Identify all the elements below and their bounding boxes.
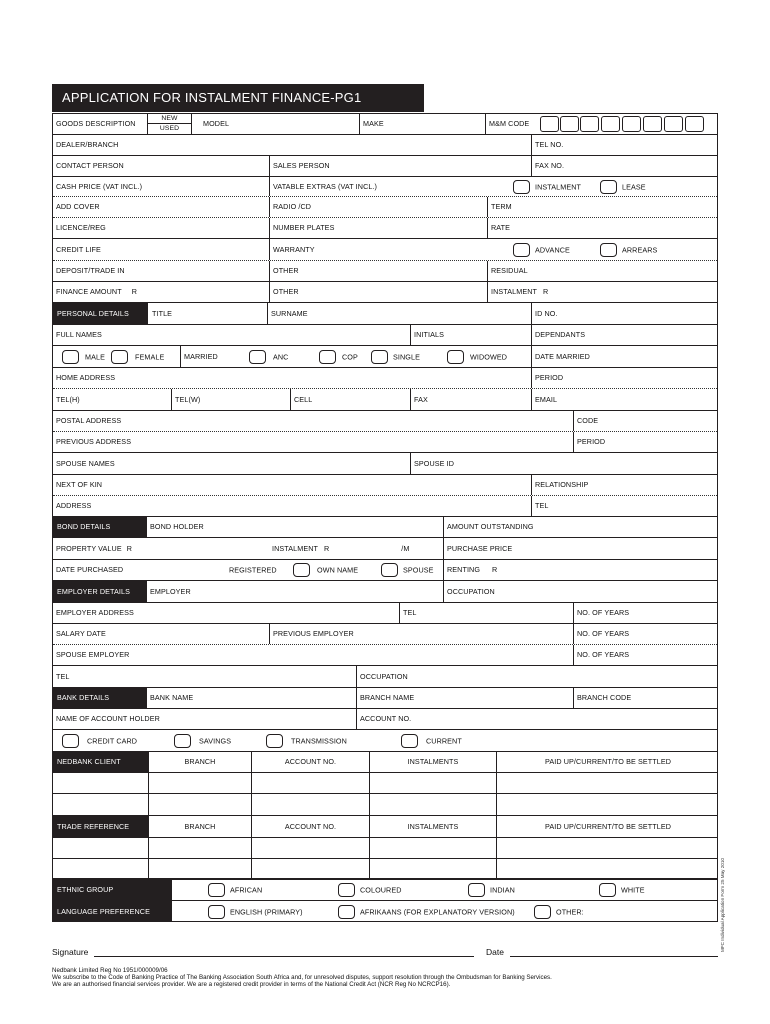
licence-row — [53, 218, 717, 239]
tel-w-label: TEL(W) — [175, 394, 201, 404]
bank-header-row — [53, 688, 717, 709]
language-preference-label: LANGUAGE PREFERENCE — [57, 906, 150, 916]
account-no-label: ACCOUNT NO. — [360, 714, 412, 724]
advance-checkbox[interactable] — [513, 243, 530, 257]
nedbank-branch-col — [148, 752, 251, 772]
rate-label: RATE — [491, 223, 511, 233]
african-label: AFRICAN — [230, 885, 263, 894]
code-field[interactable] — [573, 411, 719, 431]
spouse-tel-label: TEL — [56, 671, 70, 681]
coloured-checkbox[interactable] — [338, 883, 355, 897]
deposit-trade-in-field[interactable] — [53, 261, 269, 281]
indian-label: INDIAN — [490, 885, 515, 894]
purchase-price-field[interactable] — [443, 538, 719, 559]
no-of-years2-field[interactable] — [573, 624, 719, 644]
instalment-amount-label: INSTALMENT — [491, 287, 537, 297]
language-row — [53, 901, 717, 922]
employer-address-row — [53, 603, 717, 624]
nedbank-client-header — [53, 752, 148, 772]
date-married-label: DATE MARRIED — [535, 351, 590, 361]
nedbank-client-label: NEDBANK CLIENT — [57, 757, 121, 767]
renting-label: RENTING — [447, 565, 481, 575]
id-no-label: ID NO. — [535, 308, 558, 318]
term-label: TERM — [491, 202, 512, 212]
title-label: TITLE — [152, 308, 173, 318]
spouse-occupation-label: OCCUPATION — [360, 671, 408, 681]
goods-description-field[interactable] — [53, 114, 147, 134]
single-label: SINGLE — [393, 352, 420, 361]
vatable-extras-field[interactable] — [269, 177, 531, 196]
full-names-field[interactable] — [53, 325, 410, 345]
credit-card-label: CREDIT CARD — [87, 736, 138, 745]
add-cover-label: ADD COVER — [56, 202, 100, 212]
trade-instalments-label: INSTALMENTS — [407, 821, 459, 831]
sales-person-label: SALES PERSON — [273, 161, 330, 171]
deposit-row — [53, 261, 717, 282]
date-married-field[interactable] — [531, 346, 719, 367]
credit-provider-text: We are an authorised financial services provider. We are a registered credit provider in terms of the National Credit Act (NCR Reg No NCRCP16). — [52, 981, 451, 988]
bond-holder-label: BOND HOLDER — [150, 522, 204, 532]
radio-cd-field[interactable] — [269, 197, 487, 217]
new-label: NEW — [148, 114, 191, 124]
purchase-price-label: PURCHASE PRICE — [447, 543, 513, 553]
finance-row — [53, 282, 717, 303]
rate-field[interactable] — [487, 218, 719, 238]
property-value-r: R — [126, 543, 133, 553]
account-holder-field[interactable] — [53, 709, 356, 729]
anc-label: ANC — [273, 352, 289, 361]
nedbank-header-row — [53, 752, 717, 773]
spouse-tel-field[interactable] — [53, 666, 356, 687]
code-label: CODE — [577, 416, 599, 426]
anc-checkbox[interactable] — [249, 350, 266, 364]
trade-paidup-label: PAID UP/CURRENT/TO BE SETTLED — [544, 821, 672, 831]
marital-row — [53, 346, 717, 368]
tel-no-field[interactable] — [531, 135, 719, 155]
contact-person-field[interactable] — [53, 156, 269, 176]
home-address-row — [53, 368, 717, 389]
spouse-row — [53, 453, 717, 475]
previous-address-field[interactable] — [53, 432, 573, 452]
account-holder-row — [53, 709, 717, 730]
personal-details-label: PERSONAL DETAILS — [57, 308, 129, 318]
previous-address-label: PREVIOUS ADDRESS — [56, 437, 132, 447]
fax-no-field[interactable] — [531, 156, 719, 176]
previous-employer-field[interactable] — [269, 624, 573, 644]
email-label: EMAIL — [535, 394, 558, 404]
period-label: PERIOD — [535, 373, 564, 383]
other-language-checkbox[interactable] — [534, 905, 551, 919]
instalment-amount-r: R — [543, 287, 549, 297]
no-of-years3-field[interactable] — [573, 645, 719, 665]
cell-label: CELL — [294, 394, 313, 404]
trade-entry-row[interactable] — [53, 859, 717, 880]
credit-life-label: CREDIT LIFE — [56, 244, 101, 254]
cell-field[interactable] — [290, 389, 410, 410]
widowed-label: WIDOWED — [470, 352, 508, 361]
kin-tel-label: TEL — [535, 501, 549, 511]
spouse-employer-label: SPOUSE EMPLOYER — [56, 650, 130, 660]
bond-instalment-field[interactable] — [269, 538, 443, 559]
initials-field[interactable] — [410, 325, 531, 345]
mm-code-box[interactable] — [664, 116, 683, 132]
employer-details-label: EMPLOYER DETAILS — [57, 586, 130, 596]
savings-checkbox[interactable] — [174, 734, 191, 748]
property-row — [53, 538, 717, 560]
male-checkbox[interactable] — [62, 350, 79, 364]
mm-code-box[interactable] — [540, 116, 559, 132]
lease-checkbox[interactable] — [600, 180, 617, 194]
bank-details-header — [53, 688, 147, 708]
trade-instalments-col — [369, 816, 496, 837]
title-field[interactable] — [149, 303, 267, 324]
warranty-field[interactable] — [269, 239, 531, 260]
bond-header-row — [53, 517, 717, 538]
employer-address-label: EMPLOYER ADDRESS — [56, 608, 134, 618]
kin-address-label: ADDRESS — [56, 501, 92, 511]
personal-details-header — [53, 303, 148, 324]
finance-amount-field[interactable] — [53, 282, 269, 302]
bond-details-label: BOND DETAILS — [57, 522, 111, 532]
number-plates-label: NUMBER PLATES — [273, 223, 335, 233]
no-of-years-field[interactable] — [573, 603, 719, 623]
next-of-kin-field[interactable] — [53, 475, 531, 495]
arrears-label: ARREARS — [622, 245, 658, 254]
signature-label: Signature — [52, 947, 89, 957]
instalment-label: INSTALMENT — [535, 182, 581, 191]
model-label: MODEL — [203, 119, 230, 129]
cop-label: COP — [342, 352, 358, 361]
spouse-occupation-field[interactable] — [356, 666, 719, 687]
employer-tel-label: TEL — [403, 608, 417, 618]
nedbank-instalments-label: INSTALMENTS — [407, 757, 459, 767]
current-checkbox[interactable] — [401, 734, 418, 748]
fax-no-label: FAX NO. — [535, 161, 565, 171]
nedbank-branch-label: BRANCH — [184, 757, 216, 767]
bond-instalment-r: R — [324, 543, 330, 553]
employer-details-header — [53, 581, 147, 602]
no-of-years3-label: NO. OF YEARS — [577, 650, 630, 660]
goods-row — [53, 114, 717, 135]
trade-header-row — [53, 816, 717, 838]
email-field[interactable] — [531, 389, 719, 410]
employer-label: EMPLOYER — [150, 586, 191, 596]
model-field[interactable] — [191, 114, 359, 134]
tel-h-label: TEL(H) — [56, 394, 80, 404]
trade-paidup-col — [496, 816, 719, 837]
married-label: MARRIED — [184, 351, 218, 361]
next-of-kin-label: NEXT OF KIN — [56, 480, 103, 490]
finance-amount-label: FINANCE AMOUNT — [56, 287, 122, 297]
credit-life-field[interactable] — [53, 239, 269, 260]
contact-row — [53, 156, 717, 177]
bond-details-header — [53, 517, 147, 537]
trade-branch-col — [148, 816, 251, 837]
coloured-label: COLOURED — [360, 885, 402, 894]
trade-account-label: ACCOUNT NO. — [284, 821, 337, 831]
bond-holder-field[interactable] — [147, 517, 443, 537]
home-address-label: HOME ADDRESS — [56, 373, 116, 383]
date-purchased-row — [53, 560, 717, 581]
make-label: MAKE — [363, 119, 384, 129]
trade-branch-label: BRANCH — [184, 821, 216, 831]
trade-reference-label: TRADE REFERENCE — [57, 821, 130, 831]
current-label: CURRENT — [426, 736, 462, 745]
dependants-field[interactable] — [531, 325, 719, 345]
salary-date-label: SALARY DATE — [56, 629, 106, 639]
english-checkbox[interactable] — [208, 905, 225, 919]
tel-h-field[interactable] — [53, 389, 171, 410]
mm-code-box[interactable] — [685, 116, 704, 132]
licence-reg-field[interactable] — [53, 218, 269, 238]
mm-code-box[interactable] — [622, 116, 641, 132]
credit-card-checkbox[interactable] — [62, 734, 79, 748]
add-cover-field[interactable] — [53, 197, 269, 217]
relationship-field[interactable] — [531, 475, 719, 495]
cash-price-row — [53, 177, 717, 197]
nedbank-paidup-label: PAID UP/CURRENT/TO BE SETTLED — [544, 757, 672, 767]
salary-date-field[interactable] — [53, 624, 269, 644]
branch-code-label: BRANCH CODE — [577, 693, 632, 703]
no-of-years2-label: NO. OF YEARS — [577, 629, 630, 639]
kin-address-row — [53, 496, 717, 517]
property-value-field[interactable] — [53, 538, 269, 559]
other-label: OTHER — [273, 266, 299, 276]
single-checkbox[interactable] — [371, 350, 388, 364]
no-of-years-label: NO. OF YEARS — [577, 608, 630, 618]
bank-details-label: BANK DETAILS — [57, 693, 110, 703]
signature-line[interactable] — [94, 956, 474, 957]
registered-label: REGISTERED — [229, 565, 277, 575]
per-month-label: /M — [401, 543, 410, 553]
account-holder-label: NAME OF ACCOUNT HOLDER — [56, 714, 160, 724]
occupation-label: OCCUPATION — [447, 586, 495, 596]
relationship-label: RELATIONSHIP — [535, 480, 589, 490]
goods-description-label: GOODS DESCRIPTION — [56, 119, 136, 129]
mm-code-box[interactable] — [643, 116, 662, 132]
amount-outstanding-field[interactable] — [443, 517, 719, 537]
postal-address-field[interactable] — [53, 411, 573, 431]
contact-person-label: CONTACT PERSON — [56, 161, 124, 171]
licence-reg-label: LICENCE/REG — [56, 223, 106, 233]
own-name-checkbox[interactable] — [293, 563, 310, 577]
transmission-label: TRANSMISSION — [291, 736, 347, 745]
period2-field[interactable] — [573, 432, 719, 452]
residual-label: RESIDUAL — [491, 266, 528, 276]
term-field[interactable] — [487, 197, 719, 217]
nedbank-paidup-col — [496, 752, 719, 772]
instalment-checkbox[interactable] — [513, 180, 530, 194]
new-used-field[interactable] — [147, 114, 191, 134]
postal-address-label: POSTAL ADDRESS — [56, 416, 122, 426]
occupation-field[interactable] — [443, 581, 719, 602]
female-checkbox[interactable] — [111, 350, 128, 364]
form-title: APPLICATION FOR INSTALMENT FINANCE-PG1 — [52, 84, 424, 112]
spouse-id-label: SPOUSE ID — [414, 458, 455, 468]
banking-code-text: We subscribe to the Code of Banking Practice of The Banking Association South Africa and, for unresolved disputes, support resolution through the Ombudsman for Banking Services. — [52, 974, 552, 981]
mm-code-box[interactable] — [601, 116, 620, 132]
nedbank-instalments-col — [369, 752, 496, 772]
english-label: ENGLISH (PRIMARY) — [230, 907, 303, 916]
personal-header-row — [53, 303, 717, 325]
form-version-text: MFC Individual Application Form 25 May 2010 — [720, 858, 725, 952]
bank-name-field[interactable] — [147, 688, 356, 708]
nedbank-entry-row[interactable] — [53, 773, 717, 794]
vatable-extras-label: VATABLE EXTRAS (VAT INCL.) — [273, 181, 378, 191]
kin-tel-field[interactable] — [531, 496, 719, 516]
account-type-row — [53, 730, 717, 752]
home-address-field[interactable] — [53, 368, 531, 388]
cop-checkbox[interactable] — [319, 350, 336, 364]
branch-name-label: BRANCH NAME — [360, 693, 415, 703]
bank-name-label: BANK NAME — [150, 693, 194, 703]
transmission-checkbox[interactable] — [266, 734, 283, 748]
next-of-kin-row — [53, 475, 717, 496]
previous-address-row — [53, 432, 717, 453]
ethnic-group-header — [53, 879, 172, 900]
nedbank-account-label: ACCOUNT NO. — [284, 757, 337, 767]
residual-field[interactable] — [487, 261, 719, 281]
advance-label: ADVANCE — [535, 245, 570, 254]
mm-code-box[interactable] — [580, 116, 599, 132]
period-field[interactable] — [531, 368, 719, 388]
dependants-label: DEPENDANTS — [535, 330, 586, 340]
credit-life-row — [53, 239, 717, 261]
savings-label: SAVINGS — [199, 736, 232, 745]
cash-price-field[interactable] — [53, 177, 269, 196]
renting-r: R — [492, 565, 498, 575]
widowed-checkbox[interactable] — [447, 350, 464, 364]
ethnic-group-label: ETHNIC GROUP — [57, 884, 114, 894]
fax-field[interactable] — [410, 389, 531, 410]
make-field[interactable] — [359, 114, 485, 134]
used-label: USED — [159, 125, 180, 132]
account-no-field[interactable] — [356, 709, 719, 729]
date-purchased-label: DATE PURCHASED — [56, 565, 124, 575]
deposit-trade-in-label: DEPOSIT/TRADE IN — [56, 266, 125, 276]
spouse-names-field[interactable] — [53, 453, 410, 474]
fax-label: FAX — [414, 394, 428, 404]
previous-employer-label: PREVIOUS EMPLOYER — [273, 629, 354, 639]
period2-label: PERIOD — [577, 437, 606, 447]
spouse-label: SPOUSE — [403, 565, 434, 575]
date-label: Date — [486, 947, 504, 957]
id-no-field[interactable] — [531, 303, 719, 324]
female-label: FEMALE — [135, 352, 165, 361]
number-plates-field[interactable] — [269, 218, 487, 238]
employer-address-field[interactable] — [53, 603, 399, 623]
telephone-row — [53, 389, 717, 411]
tel-no-label: TEL NO. — [535, 140, 564, 150]
spouse-employer-row — [53, 645, 717, 666]
demographics-block — [52, 878, 718, 922]
salary-row — [53, 624, 717, 645]
registration-number: Nedbank Limited Reg No 1951/000009/06 — [52, 967, 168, 974]
application-form — [52, 113, 718, 880]
lease-label: LEASE — [622, 182, 646, 191]
spouse-tel-row — [53, 666, 717, 688]
trade-account-col — [251, 816, 369, 837]
white-checkbox[interactable] — [599, 883, 616, 897]
instalment-amount-field[interactable] — [487, 282, 719, 302]
full-names-label: FULL NAMES — [56, 330, 102, 340]
spouse-employer-field[interactable] — [53, 645, 573, 665]
ethnic-row — [53, 879, 717, 901]
other2-field[interactable] — [269, 282, 487, 302]
male-label: MALE — [85, 352, 105, 361]
initials-label: INITIALS — [414, 330, 444, 340]
own-name-label: OWN NAME — [317, 565, 359, 575]
cash-price-label: CASH PRICE (VAT INCL.) — [56, 181, 143, 191]
trade-reference-header — [53, 816, 148, 837]
surname-field[interactable] — [267, 303, 531, 324]
branch-name-field[interactable] — [356, 688, 573, 708]
surname-label: SURNAME — [271, 308, 308, 318]
arrears-checkbox[interactable] — [600, 243, 617, 257]
mm-code-box[interactable] — [560, 116, 579, 132]
other-field[interactable] — [269, 261, 487, 281]
postal-row — [53, 411, 717, 432]
mm-code-label: M&M CODE — [489, 119, 530, 129]
add-cover-row — [53, 197, 717, 218]
employer-tel-field[interactable] — [399, 603, 573, 623]
nedbank-account-col — [251, 752, 369, 772]
employer-field[interactable] — [147, 581, 443, 602]
language-preference-header — [53, 901, 172, 922]
trade-entry-row[interactable] — [53, 838, 717, 859]
spouse-names-label: SPOUSE NAMES — [56, 458, 115, 468]
afrikaans-checkbox[interactable] — [338, 905, 355, 919]
african-checkbox[interactable] — [208, 883, 225, 897]
dealer-branch-field[interactable] — [53, 135, 531, 155]
renting-field[interactable] — [443, 560, 719, 580]
branch-code-field[interactable] — [573, 688, 719, 708]
spouse-id-field[interactable] — [410, 453, 719, 474]
full-names-row — [53, 325, 717, 346]
finance-amount-r: R — [131, 287, 137, 297]
property-value-label: PROPERTY VALUE — [56, 543, 122, 553]
warranty-label: WARRANTY — [273, 244, 315, 254]
other2-label: OTHER — [273, 287, 299, 297]
kin-address-field[interactable] — [53, 496, 531, 516]
dealer-row — [53, 135, 717, 156]
other-language-label: OTHER: — [556, 907, 584, 916]
employer-header-row — [53, 581, 717, 603]
sales-person-field[interactable] — [269, 156, 531, 176]
amount-outstanding-label: AMOUNT OUTSTANDING — [447, 522, 534, 532]
white-label: WHITE — [621, 885, 645, 894]
indian-checkbox[interactable] — [468, 883, 485, 897]
afrikaans-label: AFRIKAANS (FOR EXPLANATORY VERSION) — [360, 907, 515, 916]
date-line[interactable] — [510, 956, 718, 957]
radio-cd-label: RADIO /CD — [273, 202, 312, 212]
nedbank-entry-row[interactable] — [53, 794, 717, 816]
tel-w-field[interactable] — [171, 389, 290, 410]
dealer-branch-label: DEALER/BRANCH — [56, 140, 119, 150]
spouse-checkbox[interactable] — [381, 563, 398, 577]
bond-instalment-label: INSTALMENT — [272, 543, 318, 553]
